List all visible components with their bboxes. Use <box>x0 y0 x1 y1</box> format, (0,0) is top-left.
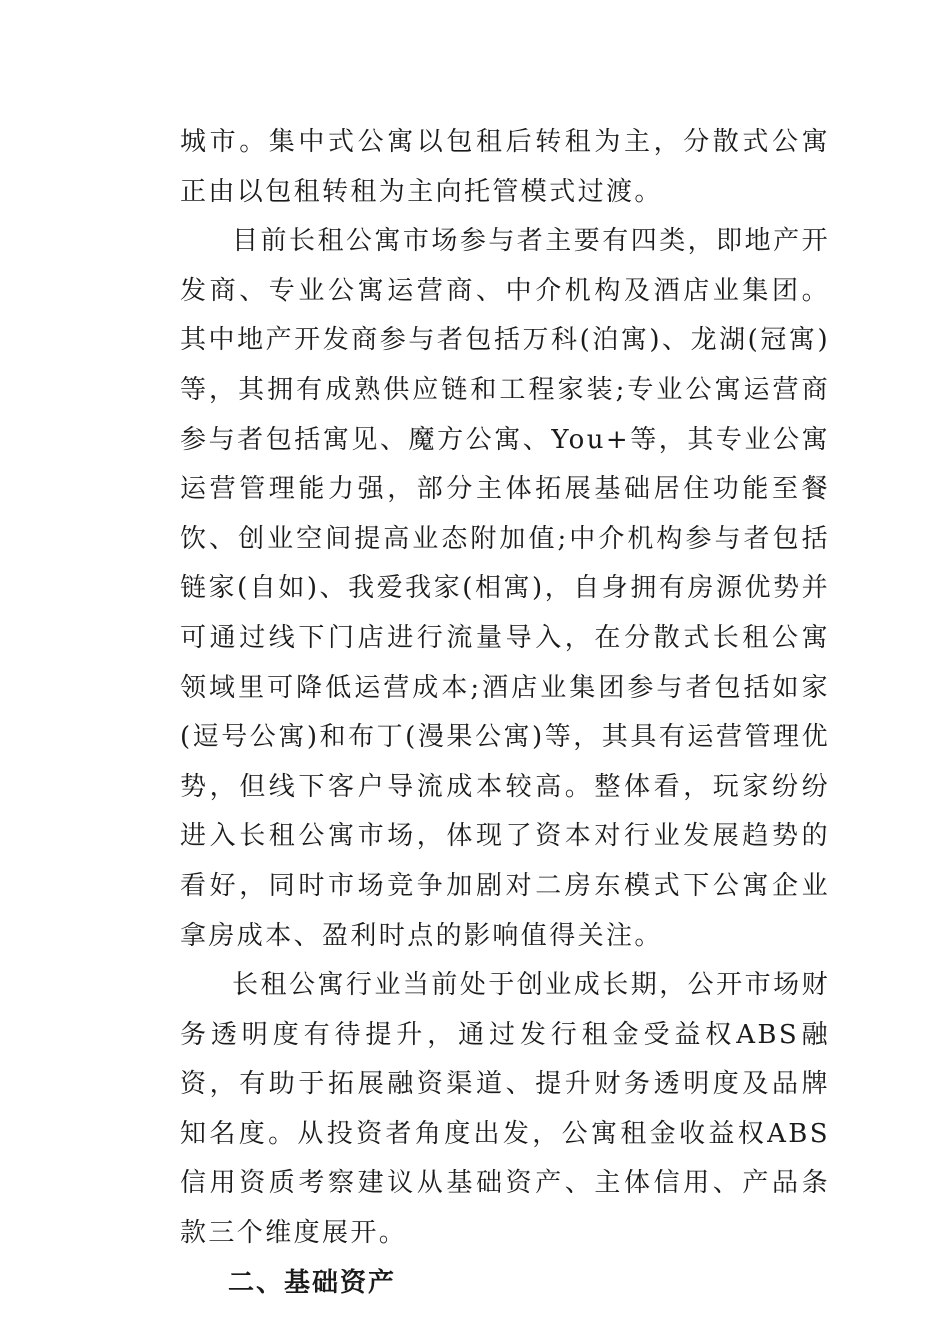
paragraph-market-participants: 目前长租公寓市场参与者主要有四类，即地产开发商、专业公寓运营商、中介机构及酒店业集团。其中地产开发商参与者包括万科(泊寓)、龙湖(冠寓)等，其拥有成熟供应链和工程家装;专业公寓运营商参与者包括寓见、魔方公寓、You+等，其专业公寓运营管理能力强，部分主体拓展基础居住功能至餐饮、创业空间提高业态附加值;中介机构参与者包括链家(自如)、我爱我家(相寓)，自身拥有房源优势并可通过线下门店进行流量导入，在分散式长租公寓领域里可降低运营成本;酒店业集团参与者包括如家(逗号公寓)和布丁(漫果公寓)等，其具有运营管理优势，但线下客户导流成本较高。整体看，玩家纷纷进入长租公寓市场，体现了资本对行业发展趋势的看好，同时市场竞争加剧对二房东模式下公寓企业拿房成本、盈利时点的影响值得关注。 <box>180 226 830 951</box>
document-body <box>180 118 830 1308</box>
paragraph-continuation: 城市。集中式公寓以包租后转租为主，分散式公寓正由以包租转租为主向托管模式过渡。 <box>180 127 830 207</box>
paragraph-industry-stage: 长租公寓行业当前处于创业成长期，公开市场财务透明度有待提升，通过发行租金受益权ABS融资，有助于拓展融资渠道、提升财务透明度及品牌知名度。从投资者角度出发，公寓租金收益权ABS信用资质考察建议从基础资产、主体信用、产品条款三个维度展开。 <box>180 970 830 1249</box>
section-heading: 二、基础资产 <box>228 1267 397 1298</box>
